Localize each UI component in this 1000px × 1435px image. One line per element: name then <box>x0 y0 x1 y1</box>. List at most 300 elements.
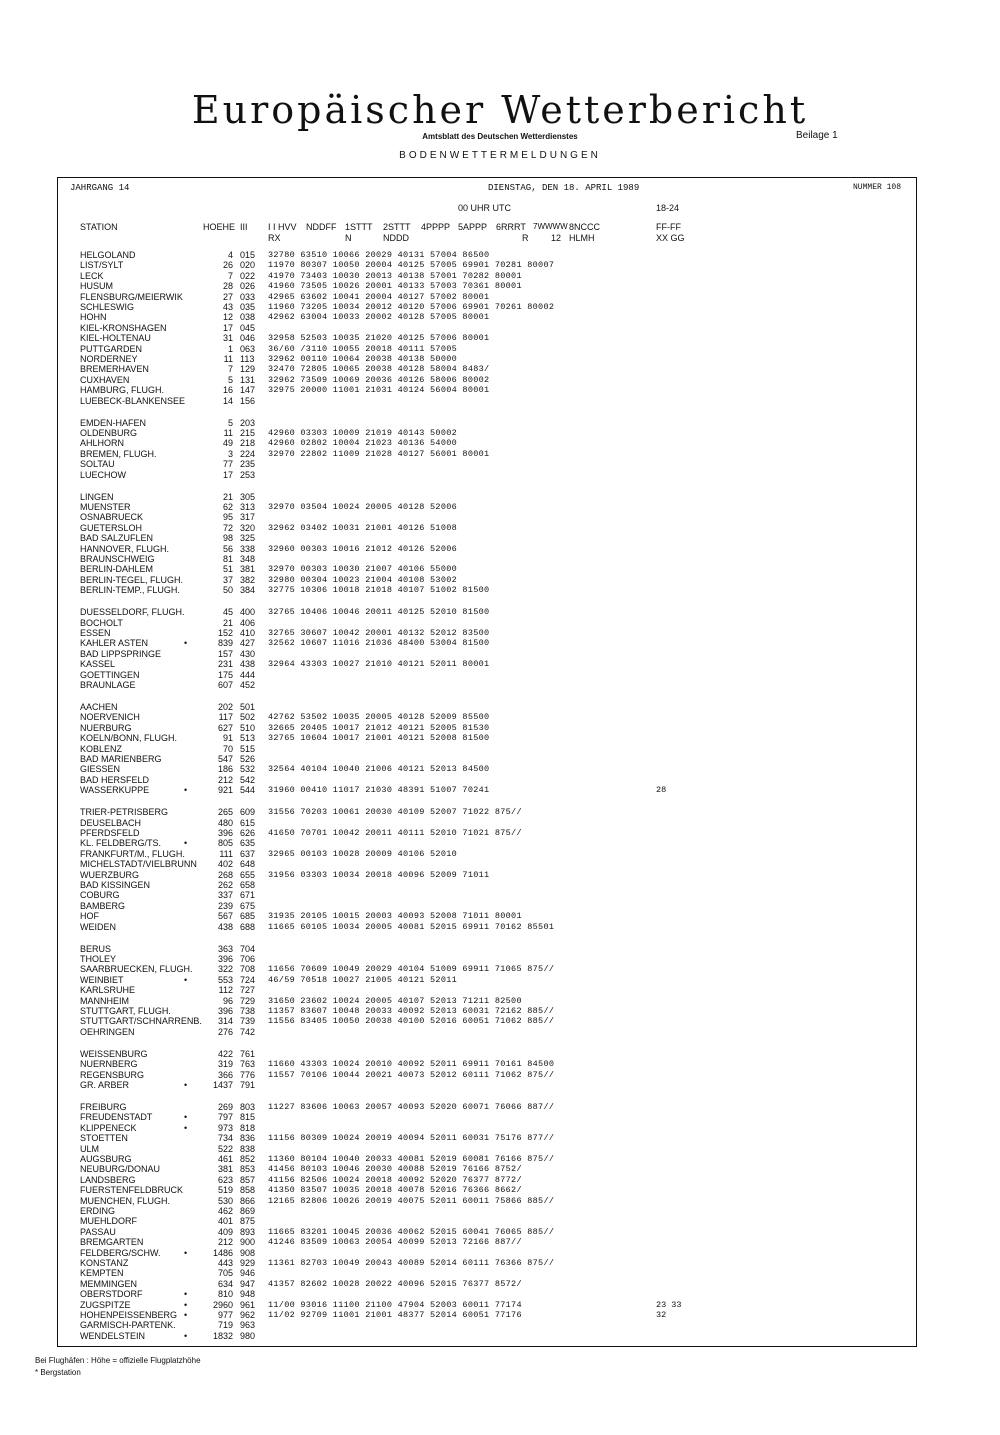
station-id: 129 <box>240 364 256 375</box>
table-row <box>58 333 916 343</box>
synop-code: 32975 20000 11001 21031 40124 56004 80001 <box>268 385 490 396</box>
station-height: 269 <box>217 1102 233 1112</box>
station-height: 973 <box>217 1122 233 1133</box>
table-row <box>58 838 916 848</box>
station-height: 1437 <box>212 1080 233 1090</box>
station-name: HANNOVER, FLUGH. <box>80 543 170 554</box>
station-height: 461 <box>217 1154 233 1164</box>
station-name: OBERSTDORF <box>80 1289 143 1300</box>
station-id: 038 <box>240 312 256 323</box>
synop-code: 11556 83405 10050 20038 40100 52016 60051 71062 885// <box>268 1016 555 1027</box>
station-name: GOETTINGEN <box>80 669 140 680</box>
table-row <box>58 922 916 932</box>
table-row <box>58 344 916 354</box>
extra-group: 32 <box>656 1310 667 1320</box>
table-row <box>58 1123 916 1133</box>
station-name: KLIPPENECK <box>80 1122 137 1133</box>
station-height: 322 <box>217 964 233 975</box>
station-height: 3 <box>227 448 233 459</box>
table-row <box>58 1216 916 1226</box>
station-height: 186 <box>217 764 233 775</box>
table-row <box>58 281 916 291</box>
station-id: 427 <box>240 638 256 649</box>
station-height: 45 <box>222 607 233 618</box>
station-name: KL. FELDBERG/TS. <box>80 838 162 849</box>
station-height: 2960 <box>212 1299 233 1310</box>
station-name: KOELN/BONN, FLUGH. <box>80 733 178 744</box>
synop-code: 32780 63510 10066 20029 40131 57004 86500 <box>268 250 490 260</box>
station-height: 438 <box>217 921 233 932</box>
synop-code: 42962 63004 10033 20002 40128 57005 80001 <box>268 312 490 323</box>
station-height: 396 <box>217 954 233 964</box>
table-row <box>58 901 916 911</box>
station-id: 382 <box>240 574 256 585</box>
table-row <box>58 1164 916 1174</box>
station-id: 875 <box>240 1216 256 1227</box>
station-id: 776 <box>240 1069 256 1080</box>
table-row <box>58 1133 916 1143</box>
synop-code: 32765 30607 10042 20001 40132 52012 83500 <box>268 628 490 638</box>
table-row <box>58 670 916 680</box>
station-height: 462 <box>217 1206 233 1216</box>
table-row <box>58 807 916 817</box>
synop-code: 41156 82506 10024 20018 40092 52020 76377 8772/ <box>268 1174 522 1185</box>
station-name: REGENSBURG <box>80 1069 145 1080</box>
col8-sub-header: 12 <box>551 233 562 243</box>
station-id: 858 <box>240 1185 256 1196</box>
synop-code: 32562 10607 11016 21036 48400 53004 81500 <box>268 638 490 649</box>
station-height: 5 <box>227 374 233 385</box>
station-id: 348 <box>240 554 256 564</box>
synop-code: 36/60 /3110 10055 20018 40111 57005 <box>268 343 458 354</box>
table-row <box>58 1310 916 1320</box>
table-row <box>58 575 916 585</box>
station-name: HUSUM <box>80 281 113 292</box>
station-name: ZUGSPITZE <box>80 1299 131 1310</box>
table-row <box>58 1268 916 1278</box>
station-height: 1 <box>227 343 233 354</box>
table-row <box>58 985 916 995</box>
table-row <box>58 470 916 480</box>
station-name: LUEBECK-BLANKENSEE <box>80 395 186 406</box>
station-height: 396 <box>217 828 233 838</box>
table-row <box>58 1006 916 1016</box>
table-row <box>58 260 916 270</box>
table-row <box>58 618 916 628</box>
station-name: BERUS <box>80 943 112 954</box>
synop-code: 11/02 92709 11001 21001 48377 52014 60051 77176 <box>268 1310 522 1320</box>
synop-code: 32970 00303 10030 21007 40106 55000 <box>268 564 458 575</box>
station-height: 314 <box>217 1016 233 1027</box>
table-row <box>58 292 916 302</box>
table-row <box>58 1300 916 1310</box>
col10-header: FF-FF <box>656 222 681 232</box>
station-id: 648 <box>240 859 256 870</box>
station-id: 513 <box>240 733 256 744</box>
synop-code: 11357 83607 10048 20033 40092 52013 60031 72162 885// <box>268 1006 555 1016</box>
mountain-station-marker: • <box>184 1247 188 1258</box>
station-height: 17 <box>222 322 233 333</box>
synop-code: 12165 82806 10026 20019 40075 52011 60011 75866 885// <box>268 1195 555 1206</box>
station-height: 1486 <box>212 1247 233 1258</box>
station-id: 515 <box>240 743 256 754</box>
beilage-label: Beilage 1 <box>796 130 838 141</box>
station-id: 218 <box>240 438 256 449</box>
table-row <box>58 449 916 459</box>
mountain-station-marker: • <box>184 1122 188 1133</box>
station-id: 526 <box>240 754 256 764</box>
synop-code: 32962 73509 10069 20036 40126 58006 80002 <box>268 374 490 385</box>
station-name: NEUBURG/DONAU <box>80 1164 161 1175</box>
synop-code: 11665 83201 10045 20036 40062 52015 60041 76065 885// <box>268 1226 555 1237</box>
mountain-station-marker: • <box>184 1330 188 1341</box>
table-row <box>58 859 916 869</box>
report-date: DIENSTAG, DEN 18. APRIL 1989 <box>488 183 640 193</box>
table-row <box>58 375 916 385</box>
table-row <box>58 533 916 543</box>
station-name: BAMBERG <box>80 900 126 911</box>
station-height: 401 <box>217 1216 233 1227</box>
station-height: 839 <box>217 638 233 649</box>
station-id: 317 <box>240 512 256 523</box>
synop-code: 41960 73505 10026 20001 40133 57003 70361 80001 <box>268 281 522 292</box>
station-name: BRAUNSCHWEIG <box>80 554 155 564</box>
station-height: 51 <box>222 564 233 575</box>
station-height: 212 <box>217 774 233 785</box>
station-id: 900 <box>240 1237 256 1248</box>
station-height: 276 <box>217 1026 233 1037</box>
synop-code: 31956 03303 10034 20018 40096 52009 71011 <box>268 869 490 880</box>
station-height: 14 <box>222 395 233 406</box>
table-row <box>58 271 916 281</box>
station-height: 553 <box>217 974 233 985</box>
station-name: ULM <box>80 1143 100 1154</box>
table-row <box>58 564 916 574</box>
table-row <box>58 996 916 1006</box>
station-name: LINGEN <box>80 491 114 502</box>
synop-code: 32470 72805 10065 20038 40128 58004 8483/ <box>268 364 490 375</box>
table-row <box>58 492 916 502</box>
station-height: 175 <box>217 669 233 680</box>
station-id: 818 <box>240 1122 256 1133</box>
station-id: 963 <box>240 1320 256 1331</box>
station-height: 49 <box>222 438 233 449</box>
table-row <box>58 385 916 395</box>
station-name: LIST/SYLT <box>80 260 124 271</box>
table-row <box>58 659 916 669</box>
station-id: 033 <box>240 291 256 302</box>
station-id: 325 <box>240 533 256 544</box>
station-name: AACHEN <box>80 702 118 712</box>
synop-code: 32775 10306 10018 21018 40107 51002 81500 <box>268 585 490 596</box>
station-id: 688 <box>240 921 256 932</box>
station-height: 11 <box>223 428 233 438</box>
station-id: 320 <box>240 522 256 533</box>
table-row <box>58 1248 916 1258</box>
table-row <box>58 502 916 512</box>
station-name: HAMBURG, FLUGH. <box>80 385 165 396</box>
station-name: TRIER-PETRISBERG <box>80 807 169 818</box>
table-row <box>58 775 916 785</box>
table-row <box>58 554 916 564</box>
station-name: OEHRINGEN <box>80 1026 135 1037</box>
station-id: 438 <box>240 659 256 670</box>
synop-code: 32665 20405 10017 21012 40121 52005 81530 <box>268 722 490 733</box>
page-subtitle: Amtsblatt des Deutschen Wetterdienstes <box>422 132 578 141</box>
station-height: 95 <box>222 512 233 523</box>
synop-code: 11970 80307 10050 20004 40125 57005 69901 70281 80007 <box>268 260 555 271</box>
station-height: 705 <box>217 1268 233 1279</box>
station-height: 27 <box>222 291 233 302</box>
station-name: BREMGARTEN <box>80 1237 144 1248</box>
station-name: FLENSBURG/MEIERWIK <box>80 291 183 302</box>
station-id: 685 <box>240 911 256 922</box>
jahrgang: JAHRGANG 14 <box>70 183 130 193</box>
table-row <box>58 723 916 733</box>
synop-code: 41357 82602 10028 20022 40096 52015 76377 8572/ <box>268 1278 522 1289</box>
station-height: 7 <box>227 364 233 375</box>
table-row <box>58 785 916 795</box>
station-id: 739 <box>240 1016 256 1027</box>
time-header: 00 UHR UTC <box>458 203 512 213</box>
station-id: 893 <box>240 1226 256 1237</box>
station-id: 853 <box>240 1164 256 1175</box>
station-id: 430 <box>240 648 256 659</box>
station-id: 946 <box>240 1268 256 1279</box>
station-id: 962 <box>240 1310 256 1320</box>
station-name: HELGOLAND <box>80 250 136 260</box>
station-height: 530 <box>217 1195 233 1206</box>
station-height: 72 <box>222 522 233 533</box>
table-row <box>58 964 916 974</box>
synop-code: 11960 73205 10034 20012 40120 57006 69901 70261 80002 <box>268 302 555 312</box>
station-name: MUEHLDORF <box>80 1216 138 1227</box>
table-row <box>58 1331 916 1341</box>
table-row <box>58 323 916 333</box>
station-id: 655 <box>240 869 256 880</box>
col3-header: 1STTT <box>345 222 373 232</box>
station-name: STOETTEN <box>80 1133 128 1144</box>
station-height: 157 <box>217 648 233 659</box>
station-name: WUERZBURG <box>80 869 139 880</box>
station-height: 11 <box>223 354 233 364</box>
synop-code: 42965 63602 10041 20004 40127 57002 80001 <box>268 291 490 302</box>
synop-code: 31960 00410 11017 21030 48391 51007 70241 <box>268 785 490 796</box>
synop-code: 11360 80104 10040 20033 40081 52019 60081 76166 875// <box>268 1154 555 1164</box>
station-height: 366 <box>217 1069 233 1080</box>
station-height: 522 <box>217 1143 233 1154</box>
table-row <box>58 1027 916 1037</box>
station-height: 363 <box>217 943 233 954</box>
station-id: 869 <box>240 1206 256 1216</box>
col5-header: 4PPPP <box>421 222 451 232</box>
station-name: THOLEY <box>80 954 117 964</box>
col10-sub-header: XX GG <box>656 233 685 243</box>
station-id: 400 <box>240 607 256 618</box>
table-row <box>58 649 916 659</box>
table-row <box>58 1154 916 1164</box>
station-height: 50 <box>222 585 233 596</box>
station-id: 305 <box>240 491 256 502</box>
station-height: 810 <box>217 1289 233 1300</box>
station-id: 791 <box>240 1080 256 1090</box>
synop-code: 11656 70609 10049 20029 40104 51009 69911 71065 875// <box>268 964 555 975</box>
station-height: 977 <box>217 1310 233 1320</box>
table-row <box>58 754 916 764</box>
station-name: HOHENPEISSENBERG <box>80 1310 178 1320</box>
station-name: BREMERHAVEN <box>80 364 149 375</box>
station-name: NUERBURG <box>80 722 132 733</box>
station-height: 422 <box>217 1048 233 1059</box>
station-height: 117 <box>218 712 233 723</box>
table-row <box>58 585 916 595</box>
station-height: 112 <box>218 985 233 996</box>
station-id: 815 <box>240 1112 256 1123</box>
table-row <box>58 1196 916 1206</box>
table-row <box>58 818 916 828</box>
station-id: 410 <box>240 628 256 638</box>
col7-header: 6RRRT <box>496 222 526 232</box>
station-height: 152 <box>217 628 233 638</box>
synop-code: 11156 80309 10024 20019 40094 52011 60031 75176 877// <box>268 1133 555 1144</box>
synop-code: 11665 60105 10034 20005 40081 52015 69911 70162 85501 <box>268 921 555 932</box>
station-id: 742 <box>240 1026 256 1037</box>
station-height: 202 <box>217 702 233 712</box>
synop-code: 32960 00303 10016 21012 40126 52006 <box>268 543 458 554</box>
station-id: 020 <box>240 260 256 271</box>
station-name: CUXHAVEN <box>80 374 130 385</box>
table-row <box>58 733 916 743</box>
station-height: 1832 <box>212 1330 233 1341</box>
table-row <box>58 680 916 690</box>
col9-header: 8NCCC <box>569 222 601 232</box>
station-id: 761 <box>240 1048 256 1059</box>
station-id: 961 <box>240 1299 256 1310</box>
table-row <box>58 628 916 638</box>
station-height: 921 <box>217 785 233 796</box>
station-name: FELDBERG/SCHW. <box>80 1247 161 1258</box>
station-height: 111 <box>219 848 233 859</box>
station-name: NORDERNEY <box>80 354 138 364</box>
station-name: GIESSEN <box>80 764 121 775</box>
station-name: OLDENBURG <box>80 428 138 438</box>
station-id: 063 <box>240 343 256 354</box>
station-id: 724 <box>240 974 256 985</box>
station-height: 96 <box>222 995 233 1006</box>
table-row <box>58 1016 916 1026</box>
extra-group: 23 33 <box>656 1299 682 1310</box>
table-row <box>58 712 916 722</box>
station-id: 980 <box>240 1330 256 1341</box>
station-name: SAARBRUECKEN, FLUGH. <box>80 964 193 975</box>
station-id: 131 <box>240 374 256 385</box>
station-name: KASSEL <box>80 659 116 670</box>
station-id: 929 <box>240 1258 256 1268</box>
station-name: AUGSBURG <box>80 1154 132 1164</box>
station-height: 43 <box>222 302 233 312</box>
station-height: 567 <box>217 911 233 922</box>
table-row <box>58 1320 916 1330</box>
station-name: WASSERKUPPE <box>80 785 150 796</box>
station-name: MICHELSTADT/VIELBRUNN <box>80 859 197 870</box>
station-id: 671 <box>240 890 256 901</box>
station-name: BAD MARIENBERG <box>80 754 162 764</box>
mountain-station-marker: • <box>184 785 188 796</box>
station-name: WEIDEN <box>80 921 116 932</box>
hoehe-header: HOEHE <box>203 222 236 232</box>
station-height: 262 <box>217 880 233 890</box>
station-id: 948 <box>240 1289 256 1300</box>
station-id: 727 <box>240 985 256 996</box>
station-name: ESSEN <box>80 628 111 638</box>
mountain-station-marker: • <box>184 1112 188 1123</box>
mountain-station-marker: • <box>184 1299 188 1310</box>
table-row <box>58 1279 916 1289</box>
station-name: NUERNBERG <box>80 1059 138 1070</box>
mountain-station-marker: • <box>184 838 188 849</box>
table-row <box>58 828 916 838</box>
synop-code: 32970 22802 11009 21028 40127 56001 80001 <box>268 448 490 459</box>
col3-sub-header: N <box>345 233 352 243</box>
table-row <box>58 890 916 900</box>
table-row <box>58 849 916 859</box>
synop-code: 41650 70701 10042 20011 40111 52010 71021 875// <box>268 828 522 838</box>
synop-code: 32765 10406 10046 20011 40125 52010 81500 <box>268 607 490 618</box>
station-name: STUTTGART/SCHNARRENB. <box>80 1016 202 1027</box>
station-height: 7 <box>227 270 233 281</box>
station-id: 147 <box>240 385 256 396</box>
station-name: BERLIN-TEMP., FLUGH. <box>80 585 180 596</box>
station-name: KIEL-KRONSHAGEN <box>80 322 167 333</box>
station-id: 609 <box>240 807 256 818</box>
station-id: 763 <box>240 1059 256 1070</box>
station-height: 56 <box>222 543 233 554</box>
station-height: 607 <box>217 680 233 690</box>
station-id: 022 <box>240 270 256 281</box>
station-header: STATION <box>80 222 118 232</box>
station-name: MUENSTER <box>80 502 131 512</box>
synop-code: 32970 03504 10024 20005 40128 52006 <box>268 502 458 512</box>
table-row <box>58 1049 916 1059</box>
station-name: KOBLENZ <box>80 743 123 754</box>
extra-group: 28 <box>656 785 667 796</box>
station-name: BAD KISSINGEN <box>80 880 151 890</box>
page-title: Europäischer Wetterbericht <box>191 88 809 132</box>
table-row <box>58 880 916 890</box>
mountain-station-marker: • <box>184 1080 188 1090</box>
synop-code: 32980 00304 10023 21004 40108 53002 <box>268 574 458 585</box>
station-height: 381 <box>217 1164 233 1175</box>
station-name: FREIBURG <box>80 1102 127 1112</box>
synop-code: 11227 83606 10063 20057 40093 52020 60071 76066 887// <box>268 1102 555 1112</box>
station-height: 268 <box>217 869 233 880</box>
station-name: DUESSELDORF, FLUGH. <box>80 607 185 618</box>
table-row <box>58 744 916 754</box>
station-name: STUTTGART, FLUGH. <box>80 1006 171 1016</box>
station-height: 12 <box>222 312 233 323</box>
station-id: 852 <box>240 1154 256 1164</box>
station-name: WEISSENBURG <box>80 1048 148 1059</box>
station-id: 452 <box>240 680 256 690</box>
station-name: ERDING <box>80 1206 116 1216</box>
station-height: 480 <box>217 817 233 828</box>
station-name: BREMEN, FLUGH. <box>80 448 157 459</box>
station-id: 635 <box>240 838 256 849</box>
station-id: 156 <box>240 395 256 406</box>
station-name: BRAUNLAGE <box>80 680 136 690</box>
range-header: 18-24 <box>656 203 680 213</box>
station-height: 337 <box>217 890 233 901</box>
